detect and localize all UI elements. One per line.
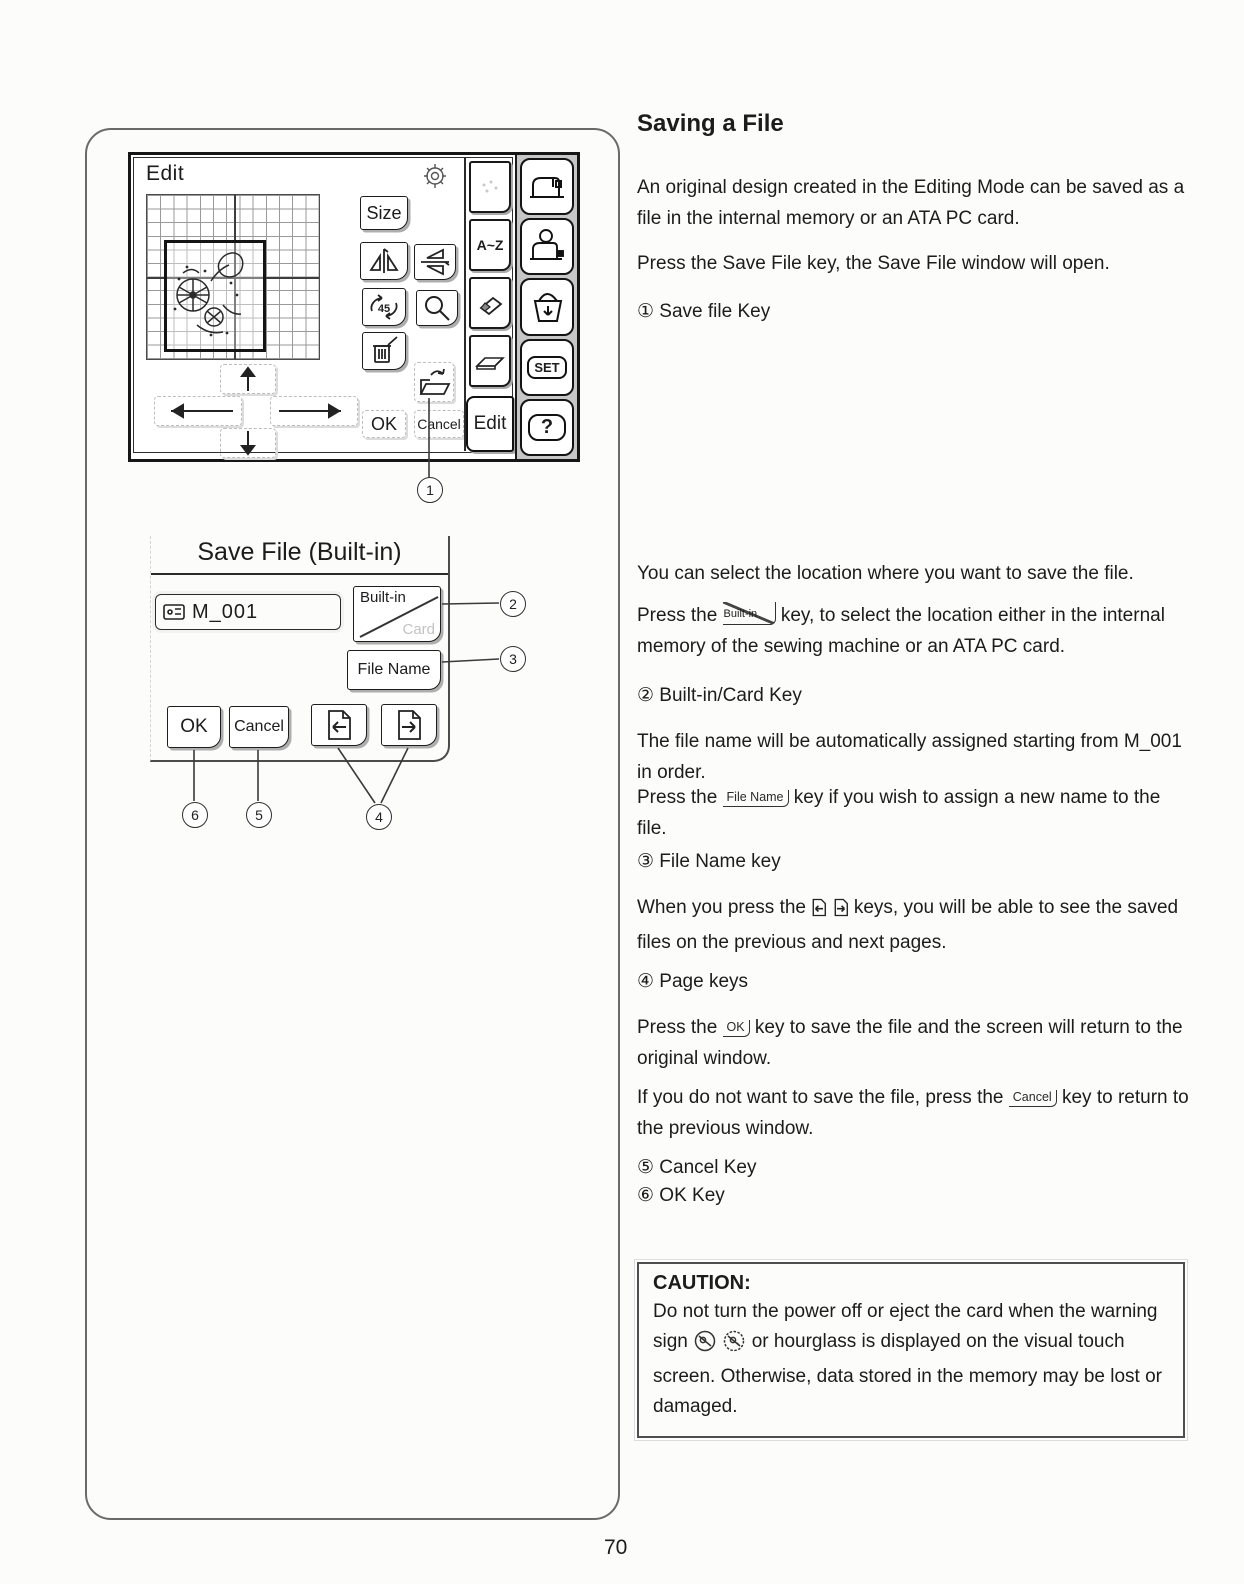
rotate-45-key — [362, 288, 406, 326]
page-next-key — [381, 704, 437, 746]
tab-eraser — [469, 277, 511, 329]
file-name-key-label: File Name — [357, 661, 431, 678]
legend-item-3: ③ File Name key — [637, 851, 781, 872]
legend-item-2: ② Built-in/Card Key — [637, 685, 802, 706]
edit-ok-key — [362, 410, 406, 438]
cancel-inline-key — [1009, 1090, 1057, 1107]
tab-column — [464, 158, 516, 451]
flip-vertical-icon — [419, 248, 451, 276]
paragraph-page-keys — [637, 892, 1189, 958]
callout-5 — [246, 802, 272, 828]
page-previous-icon — [325, 709, 353, 741]
paragraph-cancel-key — [637, 1082, 1189, 1144]
save-file-icon — [417, 366, 451, 398]
legend-item-6: ⑥ OK Key — [637, 1185, 725, 1206]
paragraph-ok-key — [637, 1012, 1189, 1074]
embroidery-design-art — [167, 243, 257, 343]
faded-design-icon — [478, 177, 502, 197]
file-name-inline-key — [723, 790, 789, 807]
delete-key — [362, 332, 406, 370]
flip-horizontal-key — [360, 242, 408, 280]
filename-value: M_001 — [192, 600, 259, 623]
paragraph-pages-pre: When you press the — [637, 897, 806, 918]
callout-4-number: 4 — [375, 809, 383, 825]
legend-item-1: ① Save file Key — [637, 301, 771, 322]
filename-field — [155, 594, 341, 630]
paragraph-filename-post: key if you wish to assign a new name to the file. — [637, 787, 1161, 839]
arrow-left-icon — [161, 401, 235, 421]
callout-1-number: 1 — [426, 482, 434, 498]
save-file-dialog-figure — [150, 536, 450, 762]
move-up-key — [220, 364, 276, 394]
callout-6-number: 6 — [191, 807, 199, 823]
paragraph-ok-post: key to save the file and the screen will return to the original window. — [637, 1017, 1183, 1069]
page-next-icon — [395, 709, 423, 741]
section-heading: Saving a File — [637, 110, 784, 137]
az-tab-label: A~Z — [476, 237, 504, 253]
paragraph-press-save: Press the Save File key, the Save File window will open. — [637, 253, 1110, 274]
dialog-ok-label: OK — [180, 716, 208, 737]
file-name-key — [347, 650, 441, 690]
caution-box — [637, 1262, 1185, 1438]
callout-6 — [182, 802, 208, 828]
paragraph-filename-key — [637, 782, 1189, 844]
embroidery-machine-icon — [527, 227, 567, 267]
warning-sign-icon — [723, 1330, 745, 1362]
move-right-key — [270, 396, 358, 426]
design-stamp-icon — [422, 162, 448, 190]
dialog-ok-key — [167, 706, 221, 748]
callout-2 — [500, 591, 526, 617]
file-chip-icon — [162, 602, 186, 622]
set-button-label: SET — [527, 356, 566, 379]
tab-design — [469, 161, 511, 213]
eraser-icon — [475, 291, 505, 315]
rotate-45-value: 45 — [377, 303, 391, 315]
page-previous-key — [311, 704, 367, 746]
warning-sign-icon — [694, 1330, 716, 1362]
paragraph-builtin-key — [637, 600, 1189, 662]
open-file-button — [520, 278, 574, 335]
callout-2-number: 2 — [509, 596, 517, 612]
paragraph-cancel-post: key to return to the previous window. — [637, 1087, 1189, 1139]
builtin-label: Built-in — [360, 589, 406, 606]
zoom-key — [416, 290, 458, 326]
ok-inline-label: OK — [726, 1020, 745, 1034]
tab-monogram — [469, 219, 511, 271]
paragraph-filename-pre: Press the — [637, 787, 718, 808]
size-key — [360, 196, 408, 230]
card-label: Card — [402, 621, 435, 638]
edit-ok-label: OK — [370, 413, 397, 434]
help-button-label: ? — [528, 414, 566, 441]
legend-item-5: ⑤ Cancel Key — [637, 1157, 757, 1178]
arrow-down-icon — [238, 430, 258, 456]
builtin-card-key — [353, 586, 441, 642]
arrow-up-icon — [238, 366, 258, 392]
paragraph-intro: An original design created in the Editing Mode can be saved as a file in the internal memory or an ATA PC card. — [637, 177, 1185, 229]
callout-3-number: 3 — [509, 651, 517, 667]
move-left-key — [154, 396, 242, 426]
open-file-bag-icon — [527, 287, 567, 327]
builtin-inline-key — [723, 602, 776, 625]
callout-5-number: 5 — [255, 807, 263, 823]
paragraph-location: You can select the location where you want to save the file. — [637, 563, 1134, 584]
paragraph-ok-pre: Press the — [637, 1017, 718, 1038]
dialog-cancel-key — [229, 706, 289, 748]
dialog-title: Save File (Built-in) — [151, 538, 448, 575]
design-grid — [146, 194, 320, 360]
save-file-key — [414, 362, 454, 402]
edit-cancel-key — [414, 410, 464, 438]
dialog-cancel-label: Cancel — [234, 718, 284, 735]
edit-tab-label: Edit — [473, 413, 507, 434]
size-key-label: Size — [366, 202, 402, 223]
screen-title: Edit — [146, 162, 185, 185]
touch-screen-area — [133, 157, 513, 453]
set-button — [520, 339, 574, 396]
page-number: 70 — [604, 1536, 628, 1559]
ok-inline-key — [723, 1020, 750, 1037]
edit-cancel-label: Cancel — [417, 416, 461, 432]
legend-item-4: ④ Page keys — [637, 971, 749, 992]
embroidery-mode-button — [520, 218, 574, 275]
tab-edit-active — [466, 396, 514, 452]
page-previous-inline-icon — [811, 896, 827, 927]
sewing-machine-icon — [527, 170, 567, 204]
magnifier-icon — [422, 294, 452, 322]
move-down-key — [220, 428, 276, 458]
caution-body-post: or hourglass is displayed on the visual touch screen. Otherwise, data stored in the memory may be lost or damaged. — [653, 1331, 1162, 1417]
paragraph-pages-post: keys, you will be able to see the saved files on the previous and next pages. — [637, 897, 1179, 953]
builtin-inline-label: Built-in — [723, 608, 758, 620]
tab-card — [469, 335, 511, 387]
callout-4 — [366, 804, 392, 830]
help-button — [520, 399, 574, 456]
paragraph-builtin-post: key, to select the location either in the internal memory of the sewing machine or an ATA PC card. — [637, 605, 1165, 657]
caution-title: CAUTION: — [653, 1272, 751, 1294]
paragraph-builtin-pre: Press the — [637, 605, 718, 626]
flip-horizontal-icon — [366, 246, 402, 276]
caution-body-pre: Do not turn the power off or eject the card when the warning sign — [653, 1301, 1158, 1352]
arrow-right-icon — [277, 401, 351, 421]
callout-3 — [500, 646, 526, 672]
paragraph-autoname: The file name will be automatically assigned starting from M_001 in order. — [637, 731, 1182, 783]
caution-body — [653, 1297, 1169, 1422]
file-name-inline-label: File Name — [726, 790, 784, 804]
flip-vertical-key — [414, 244, 456, 280]
memory-card-icon — [474, 350, 506, 372]
cancel-inline-label: Cancel — [1012, 1090, 1052, 1104]
callout-1 — [417, 477, 443, 503]
sewing-mode-button — [520, 158, 574, 215]
rotate-45-icon — [366, 291, 402, 323]
design-selection-frame — [164, 240, 266, 352]
edit-screen-figure — [128, 152, 580, 462]
page-next-inline-icon — [833, 896, 849, 927]
paragraph-cancel-pre: If you do not want to save the file, press the — [637, 1087, 1004, 1108]
trash-icon — [367, 336, 401, 366]
hardware-key-column — [515, 155, 577, 459]
